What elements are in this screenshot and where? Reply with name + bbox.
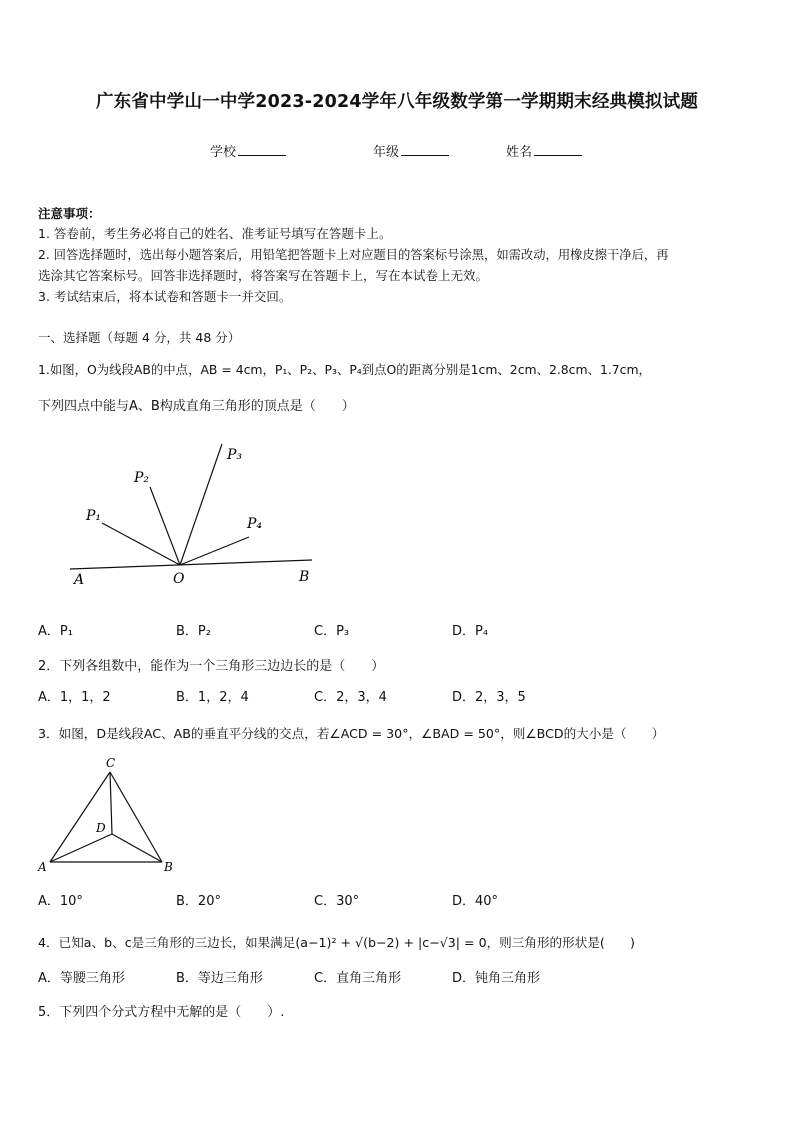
q3-option-d[interactable]: D．40° [452,894,499,909]
notice-item-3: 3. 考试结束后，将本试卷和答题卡一并交回。 [38,289,292,304]
q2-option-a[interactable]: A．1，1，2 [38,690,111,705]
q3-label-c: C [106,756,116,770]
q1-option-c[interactable]: C．P₃ [314,624,350,639]
notice-item-1: 1. 答卷前，考生务必将自己的姓名、准考证号填写在答题卡上。 [38,226,392,241]
q2-option-b[interactable]: B．1，2，4 [176,690,249,705]
q1-option-b[interactable]: B．P₂ [176,624,211,639]
q4-option-d[interactable]: D．钝角三角形 [452,971,541,986]
q4-option-b[interactable]: B．等边三角形 [176,971,263,986]
q3-figure [36,754,186,876]
name-field[interactable] [506,141,582,160]
q3-option-c[interactable]: C．30° [314,894,360,909]
school-blank[interactable] [238,143,286,156]
q4-option-c[interactable]: C．直角三角形 [314,971,402,986]
school-label: 学校 [210,145,237,160]
q1-label-b: B [299,569,310,585]
q1-label-a: A [74,572,85,588]
school-field[interactable] [210,141,286,160]
q1-label-o: O [173,571,185,587]
q3-option-a[interactable]: A．10° [38,894,83,909]
q3-label-a: A [38,860,47,874]
q1-option-a[interactable]: A．P₁ [38,624,73,639]
q2-option-d[interactable]: D．2，3，5 [452,690,526,705]
q3-label-d: D [96,821,106,835]
q1-figure [60,436,330,596]
q1-label-p1: P₁ [86,508,102,524]
grade-label: 年级 [373,145,400,160]
q1-label-p3: P₃ [227,447,243,463]
q2-stem: 2．下列各组数中，能作为一个三角形三边边长的是（ ） [38,659,385,674]
name-label: 姓名 [506,145,533,160]
grade-field[interactable] [373,141,449,160]
q4-stem: 4．已知a、b、c是三角形的三边长，如果满足(a−1)² + √(b−2) + |c−√3| = 0，则三角形的形状是( ) [38,935,635,950]
q1-stem-line1: 1.如图，O为线段AB的中点，AB = 4cm，P₁、P₂、P₃、P₄到点O的距离分别是1cm、2cm、2.8cm、1.7cm， [38,362,651,377]
q1-option-d[interactable]: D．P₄ [452,624,489,639]
q1-stem-line2: 下列四点中能与A、B构成直角三角形的顶点是（ ） [38,399,355,414]
q2-option-c[interactable]: C．2，3，4 [314,690,387,705]
q1-label-p2: P₂ [134,470,150,486]
notice-item-2-cont: 选涂其它答案标号。回答非选择题时，将答案写在答题卡上，写在本试卷上无效。 [38,268,489,283]
q3-label-b: B [164,860,173,874]
grade-blank[interactable] [401,143,449,156]
q3-option-b[interactable]: B．20° [176,894,221,909]
page-title: 广东省中学山一中学2023-2024学年八年级数学第一学期期末经典模拟试题 [95,92,699,112]
name-blank[interactable] [534,143,582,156]
q1-label-p4: P₄ [247,516,263,532]
section-heading: 一、选择题（每题 4 分，共 48 分） [38,330,241,345]
notice-heading: 注意事项： [38,206,101,221]
q3-stem: 3．如图，D是线段AC、AB的垂直平分线的交点，若∠ACD = 30°，∠BAD = 50°，则∠BCD的大小是（ ） [38,726,665,741]
q5-stem: 5．下列四个分式方程中无解的是（ ）. [38,1005,285,1020]
notice-item-2: 2. 回答选择题时，选出每小题答案后，用铅笔把答题卡上对应题目的答案标号涂黑，如需改动，用橡皮擦干净后，再 [38,248,669,262]
q4-option-a[interactable]: A．等腰三角形 [38,971,125,986]
